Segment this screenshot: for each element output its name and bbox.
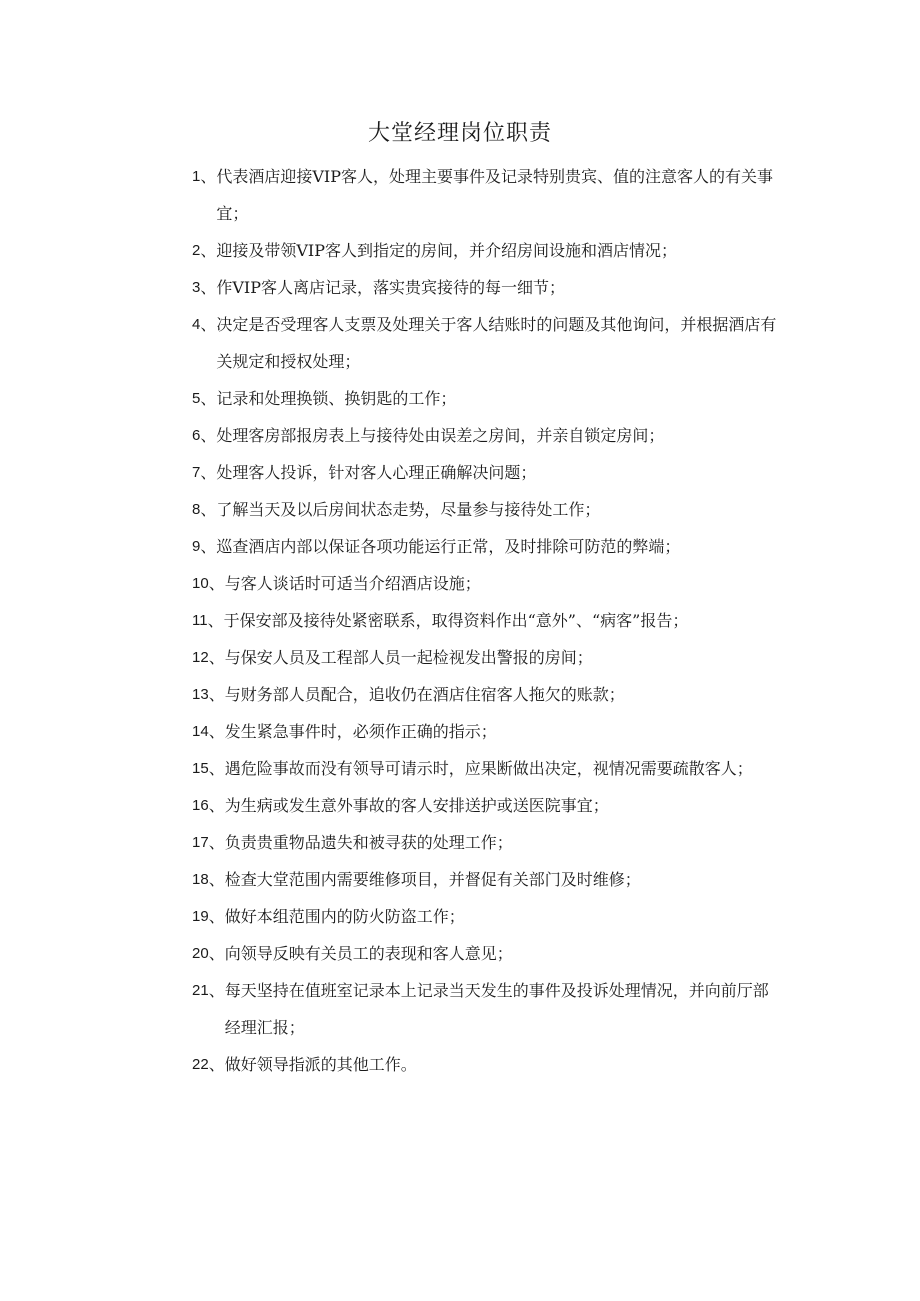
- item-separator: 、: [208, 981, 225, 1000]
- item-separator: 、: [208, 574, 225, 593]
- list-item: [192, 380, 784, 417]
- item-number: 16: [192, 797, 209, 814]
- item-text: 与财务部人员配合，追收仍在酒店住宿客人拖欠的账款；: [224, 685, 625, 704]
- list-item: [192, 232, 784, 269]
- list-item: [192, 1046, 784, 1083]
- item-number: 14: [192, 723, 209, 740]
- item-separator: 、: [200, 463, 217, 482]
- list-item: [192, 454, 784, 491]
- item-text: 作VIP客人离店记录，落实贵宾接待的每一细节；: [216, 278, 566, 297]
- item-number: 20: [192, 945, 209, 962]
- item-text: 向领导反映有关员工的表现和客人意见；: [224, 944, 513, 963]
- item-number: 9: [192, 538, 201, 555]
- item-separator: 、: [208, 870, 225, 889]
- list-item: [192, 528, 784, 565]
- item-number: 10: [192, 575, 209, 592]
- item-separator: 、: [208, 796, 225, 815]
- item-separator: 、: [200, 500, 217, 519]
- item-text: 于保安部及接待处紧密联系，取得资料作出“意外”、“病客”报告；: [223, 611, 689, 630]
- item-separator: 、: [200, 167, 217, 186]
- item-separator: 、: [208, 833, 225, 852]
- list-item: [192, 676, 784, 713]
- list-item: [192, 787, 784, 824]
- item-number: 1: [192, 168, 201, 185]
- item-text: 每天坚持在值班室记录本上记录当天发生的事件及投诉处理情况，并向前厅部经理汇报；: [224, 981, 769, 1037]
- item-text: 负责贵重物品遗失和被寻获的处理工作；: [224, 833, 513, 852]
- item-text: 遇危险事故而没有领导可请示时，应果断做出决定，视情况需要疏散客人；: [224, 759, 753, 778]
- item-text: 代表酒店迎接VIP客人，处理主要事件及记录特别贵宾、值的注意客人的有关事宜；: [216, 167, 774, 223]
- item-number: 3: [192, 279, 201, 296]
- list-item: [192, 491, 784, 528]
- item-text: 做好领导指派的其他工作。: [224, 1055, 417, 1074]
- duty-list: [192, 158, 784, 1083]
- item-separator: 、: [200, 278, 217, 297]
- item-number: 6: [192, 427, 201, 444]
- item-separator: 、: [208, 907, 225, 926]
- item-separator: 、: [208, 648, 225, 667]
- item-number: 18: [192, 871, 209, 888]
- item-number: 7: [192, 464, 201, 481]
- list-item: [192, 861, 784, 898]
- item-number: 15: [192, 760, 209, 777]
- item-text: 巡查酒店内部以保证各项功能运行正常，及时排除可防范的弊端；: [216, 537, 681, 556]
- list-item: [192, 269, 784, 306]
- item-number: 22: [192, 1056, 209, 1073]
- item-separator: 、: [200, 537, 217, 556]
- item-number: 13: [192, 686, 209, 703]
- list-item: [192, 639, 784, 676]
- item-separator: 、: [208, 1055, 225, 1074]
- list-item: [192, 417, 784, 454]
- item-number: 17: [192, 834, 209, 851]
- list-item: [192, 824, 784, 861]
- item-text: 与保安人员及工程部人员一起检视发出警报的房间；: [224, 648, 593, 667]
- item-text: 做好本组范围内的防火防盗工作；: [224, 907, 465, 926]
- item-separator: 、: [208, 685, 225, 704]
- item-separator: 、: [200, 241, 217, 260]
- item-text: 迎接及带领VIP客人到指定的房间，并介绍房间设施和酒店情况；: [216, 241, 678, 260]
- list-item: [192, 750, 784, 787]
- item-separator: 、: [208, 759, 225, 778]
- item-text: 处理客人投诉，针对客人心理正确解决问题；: [216, 463, 537, 482]
- item-separator: 、: [200, 426, 217, 445]
- item-number: 5: [192, 390, 201, 407]
- item-number: 12: [192, 649, 209, 666]
- item-number: 2: [192, 242, 201, 259]
- list-item: [192, 898, 784, 935]
- list-item: [192, 602, 784, 639]
- list-item: [192, 306, 784, 380]
- item-number: 21: [192, 982, 209, 999]
- item-text: 与客人谈话时可适当介绍酒店设施；: [224, 574, 481, 593]
- item-text: 处理客房部报房表上与接待处由误差之房间，并亲自锁定房间；: [216, 426, 665, 445]
- item-separator: 、: [208, 722, 225, 741]
- list-item: [192, 565, 784, 602]
- item-text: 为生病或发生意外事故的客人安排送护或送医院事宜；: [224, 796, 609, 815]
- list-item: [192, 935, 784, 972]
- list-item: [192, 972, 784, 1046]
- list-item: [192, 713, 784, 750]
- item-number: 4: [192, 316, 201, 333]
- item-text: 决定是否受理客人支票及处理关于客人结账时的问题及其他询问，并根据酒店有关规定和授权处理；: [216, 315, 777, 371]
- item-separator: 、: [200, 315, 217, 334]
- item-separator: 、: [208, 944, 225, 963]
- item-text: 了解当天及以后房间状态走势，尽量参与接待处工作；: [216, 500, 601, 519]
- item-text: 检查大堂范围内需要维修项目，并督促有关部门及时维修；: [224, 870, 641, 889]
- document-title: 大堂经理岗位职责: [367, 121, 552, 146]
- item-number: 11: [192, 612, 208, 629]
- item-number: 8: [192, 501, 201, 518]
- list-item: [192, 158, 784, 232]
- item-separator: 、: [207, 611, 224, 630]
- item-text: 发生紧急事件时，必须作正确的指示；: [224, 722, 497, 741]
- item-text: 记录和处理换锁、换钥匙的工作；: [216, 389, 457, 408]
- item-separator: 、: [200, 389, 217, 408]
- item-number: 19: [192, 908, 209, 925]
